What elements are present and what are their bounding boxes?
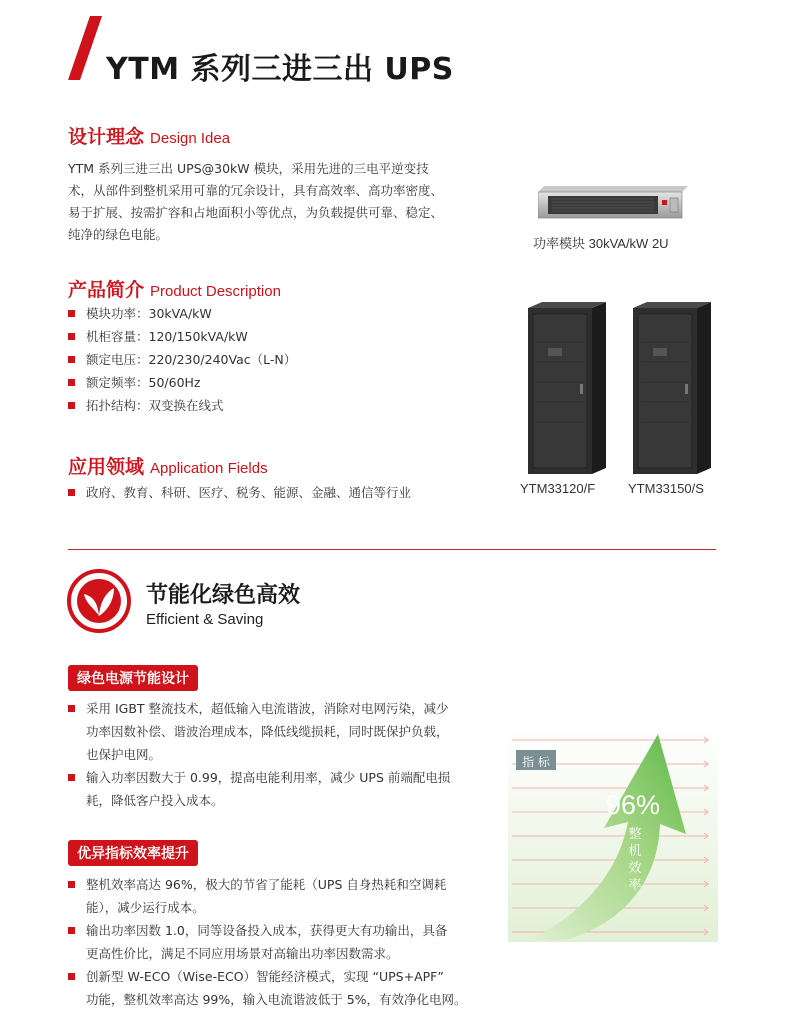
design-idea-text xyxy=(68,158,508,246)
list-line: 耗，降低客户投入成本。 xyxy=(86,793,224,808)
product-heading xyxy=(68,275,281,302)
design-idea-title-cn: 设计理念 xyxy=(68,126,145,148)
design-idea-line: 术，从部件到整机采用可靠的冗余设计，具有高效率、高功率密度、 xyxy=(68,183,444,198)
list-line: 功能，整机效率高达 99%，输入电流谐波低于 5%，有效净化电网。 xyxy=(86,992,467,1007)
list-line: 输出功率因数 1.0，同等设备投入成本，获得更大有功输出，具备 xyxy=(86,923,448,938)
list-item: 拓扑结构：双变换在线式 xyxy=(68,394,488,417)
design-idea-line: 纯净的绿色电能。 xyxy=(68,227,169,242)
efficiency-pill: 优异指标效率提升 xyxy=(68,840,198,866)
green-design-pill: 绿色电源节能设计 xyxy=(68,665,198,691)
efficiency-char: 整 xyxy=(628,827,642,842)
power-module-caption: 功率模块 30kVA/kW 2U xyxy=(533,236,669,251)
list-item xyxy=(68,919,488,965)
power-module-image xyxy=(538,186,688,222)
cabinet-right-image xyxy=(633,302,713,477)
product-title-en: Product Description xyxy=(150,283,281,300)
applications-title-en: Application Fields xyxy=(150,460,268,477)
efficiency-list xyxy=(68,873,488,1011)
green-design-list xyxy=(68,697,488,812)
applications-heading xyxy=(68,452,268,479)
green-section-subtitle: Efficient & Saving xyxy=(146,611,264,628)
design-idea-line: 易于扩展、按需扩容和占地面积小等优点，为负载提供可靠、稳定、 xyxy=(68,205,444,220)
product-title-cn: 产品简介 xyxy=(68,279,145,301)
list-line: 也保护电网。 xyxy=(86,747,162,762)
list-item xyxy=(68,697,488,766)
page-title: YTM 系列三进三出 UPS xyxy=(106,52,454,87)
efficiency-char: 机 xyxy=(628,844,642,859)
cabinet-left-caption: YTM33120/F xyxy=(520,481,596,496)
list-item: 机柜容量：120/150kVA/kW xyxy=(68,325,488,348)
green-section-title: 节能化绿色高效 xyxy=(146,583,301,608)
applications-list xyxy=(68,481,488,504)
list-line: 功率因数补偿、谐波治理成本，降低线缆损耗，同时既保护负载， xyxy=(86,724,449,739)
efficiency-vertical-label xyxy=(627,826,643,894)
list-item: 模块功率：30kVA/kW xyxy=(68,302,488,325)
efficiency-char: 效 xyxy=(628,861,642,876)
title-slash-decoration xyxy=(68,16,102,80)
list-item: 额定电压：220/230/240Vac（L-N） xyxy=(68,348,488,371)
list-item: 额定频率：50/60Hz xyxy=(68,371,488,394)
list-item xyxy=(68,766,488,812)
indicator-tag: 指 标 xyxy=(522,755,550,769)
list-line: 创新型 W-ECO（Wise-ECO）智能经济模式，实现 “UPS+APF” xyxy=(86,969,444,984)
list-item xyxy=(68,873,488,919)
list-line: 更高性价比，满足不同应用场景对高输出功率因数需求。 xyxy=(86,946,399,961)
list-line: 整机效率高达 96%，极大的节省了能耗（UPS 自身热耗和空调耗 xyxy=(86,877,447,892)
cabinet-left-image xyxy=(528,302,608,477)
cabinet-right-caption: YTM33150/S xyxy=(628,481,704,496)
design-idea-line: YTM 系列三进三出 UPS@30kW 模块，采用先进的三电平逆变技 xyxy=(68,161,429,176)
list-line: 采用 IGBT 整流技术，超低输入电流谐波，消除对电网污染，减少 xyxy=(86,701,449,716)
leaf-icon xyxy=(66,568,132,634)
efficiency-value: 96% xyxy=(606,790,661,820)
list-item: 政府、教育、科研、医疗、税务、能源、金融、通信等行业 xyxy=(68,481,488,504)
product-spec-list xyxy=(68,302,488,417)
list-item xyxy=(68,965,488,1011)
section-divider xyxy=(68,549,716,550)
applications-title-cn: 应用领域 xyxy=(68,456,145,478)
design-idea-title-en: Design Idea xyxy=(150,130,231,147)
list-line: 能），减少运行成本。 xyxy=(86,900,205,915)
list-line: 输入功率因数大于 0.99，提高电能利用率，减少 UPS 前端配电损 xyxy=(86,770,451,785)
design-idea-heading xyxy=(68,122,230,149)
efficiency-char: 率 xyxy=(628,878,642,893)
